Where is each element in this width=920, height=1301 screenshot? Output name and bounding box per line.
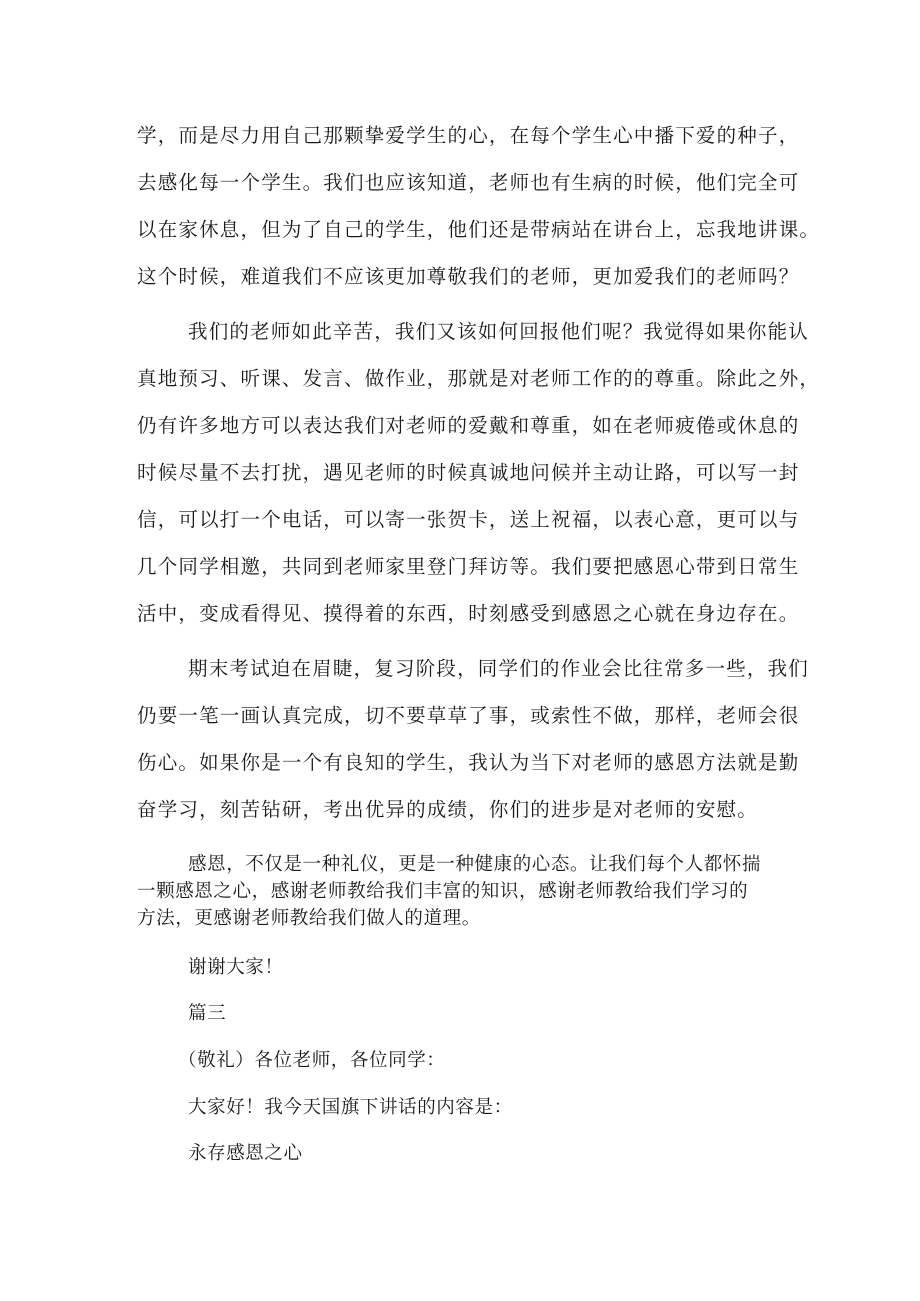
text-line: 这个时候，难道我们不应该更加尊敬我们的老师，更加爱我们的老师吗？ (137, 265, 800, 288)
paragraph-first-line: 感恩，不仅是一种礼仪，更是一种健康的心态。让我们每个人都怀揣 (188, 854, 762, 875)
text-line: 去感化每一个学生。我们也应该知道，老师也有生病的时候，他们完全可 (137, 171, 800, 194)
text-line: 信，可以打一个电话，可以寄一张贺卡，送上祝福，以表心意，更可以与 (137, 508, 800, 531)
text-line: 伤心。如果你是一个有良知的学生，我认为当下对老师的感恩方法就是勤 (137, 751, 800, 774)
section-heading: 篇三 (188, 1003, 227, 1024)
text-line: 真地预习、听课、发言、做作业，那就是对老师工作的的尊重。除此之外， (137, 367, 821, 390)
text-line: 奋学习，刻苦钻研，考出优异的成绩，你们的进步是对老师的安慰。 (137, 798, 759, 821)
paragraph-first-line: 我们的老师如此辛苦，我们又该如何回报他们呢？我觉得如果你能认 (188, 320, 810, 343)
text-line: 一颗感恩之心，感谢老师教给我们丰富的知识，感谢老师教给我们学习的 (137, 881, 749, 902)
greeting: 大家好！我今天国旗下讲话的内容是： (188, 1097, 513, 1118)
text-line: 学，而是尽力用自己那颗挚爱学生的心，在每个学生心中播下爱的种子， (137, 124, 800, 147)
text-line: 方法，更感谢老师教给我们做人的道理。 (137, 908, 481, 929)
text-line: 几个同学相邀，共同到老师家里登门拜访等。我们要把感恩心带到日常生 (137, 555, 800, 578)
text-line: 以在家休息，但为了自己的学生，他们还是带病站在讲台上，忘我地讲课。 (137, 218, 821, 241)
text-line: 仍有许多地方可以表达我们对老师的爱戴和尊重，如在老师疲倦或休息的 (137, 414, 800, 437)
text-line: 活中，变成看得见、摸得着的东西，时刻感受到感恩之心就在身边存在。 (137, 602, 800, 625)
paragraph-first-line: 期末考试迫在眉睫，复习阶段，同学们的作业会比往常多一些，我们 (188, 657, 810, 680)
text-line: 仍要一笔一画认真完成，切不要草草了事，或索性不做，那样，老师会很 (137, 704, 800, 727)
salutation: （敬礼）各位老师，各位同学： (178, 1050, 446, 1071)
closing-thanks: 谢谢大家！ (188, 957, 284, 978)
speech-title: 永存感恩之心 (188, 1143, 303, 1164)
text-line: 时候尽量不去打扰，遇见老师的时候真诚地问候并主动让路，可以写一封 (137, 461, 800, 484)
